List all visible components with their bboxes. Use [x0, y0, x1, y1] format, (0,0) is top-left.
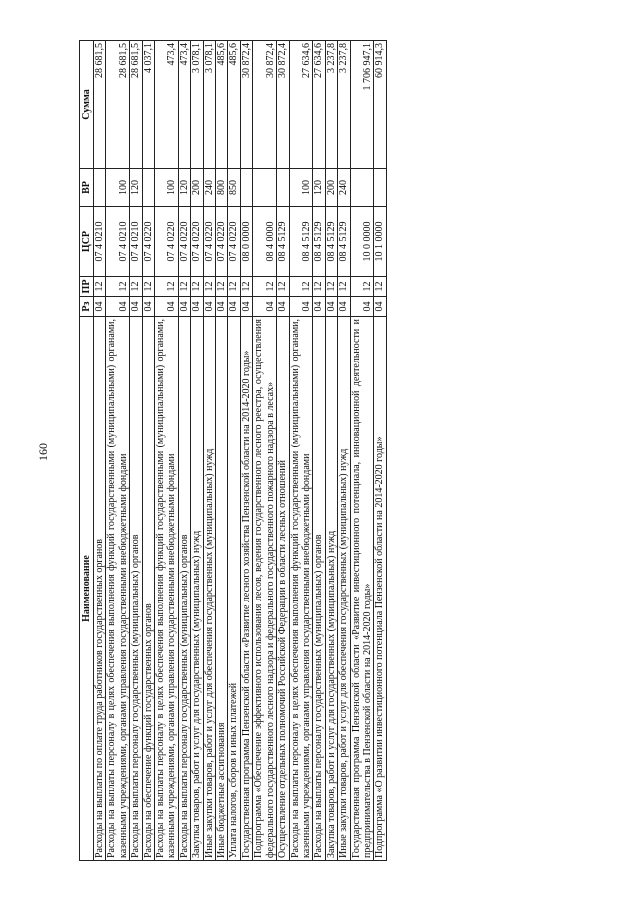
cell-vr: 800 — [216, 169, 228, 207]
cell-rz: 04 — [106, 297, 130, 317]
header-csr: ЦСР — [80, 207, 94, 277]
cell-sum: 30 872,4 — [240, 41, 252, 169]
cell-name: Иные закупки товаров, работ и услуг для обеспечения государственных (муниципальных) нужд — [338, 317, 350, 861]
cell-pr: 12 — [106, 277, 130, 297]
cell-pr: 12 — [277, 277, 289, 297]
table-row — [228, 41, 240, 861]
cell-rz: 04 — [374, 297, 386, 317]
cell-pr: 12 — [155, 277, 179, 297]
cell-name: Закупка товаров, работ и услуг для государственных (муниципальных) нужд — [191, 317, 203, 861]
cell-rz: 04 — [216, 297, 228, 317]
cell-vr — [142, 169, 154, 207]
cell-pr: 12 — [374, 277, 386, 297]
cell-sum: 28 681,5 — [94, 41, 106, 169]
cell-sum: 3 078,1 — [191, 41, 203, 169]
cell-name: Иные закупки товаров, работ и услуг для обеспечения государственных (муниципальных) нужд — [203, 317, 215, 861]
cell-vr — [277, 169, 289, 207]
cell-rz: 04 — [313, 297, 325, 317]
cell-name: Расходы на выплаты персоналу в целях обеспечения выполнения функций государственными (муниципальными) органами, казенными учреждениями, органами управления государственными внебюджетными фондами — [106, 317, 130, 861]
cell-csr: 07 4 0220 — [178, 207, 190, 277]
cell-csr: 08 4 0000 — [253, 207, 277, 277]
cell-sum: 4 037,1 — [142, 41, 154, 169]
header-pr: ПР — [80, 277, 94, 297]
table-row — [178, 41, 190, 861]
cell-name: Расходы на обеспечение функций государственных органов — [142, 317, 154, 861]
table-row — [350, 41, 374, 861]
cell-name: Иные бюджетные ассигнования — [216, 317, 228, 861]
cell-csr: 08 4 5129 — [313, 207, 325, 277]
cell-name: Расходы на выплаты по оплате труда работников государственных органов — [94, 317, 106, 861]
cell-csr: 07 4 0210 — [130, 207, 142, 277]
cell-pr: 12 — [178, 277, 190, 297]
cell-vr: 120 — [313, 169, 325, 207]
budget-table-container — [79, 41, 567, 861]
cell-name: Государственная программа Пензенской области «Развитие лесного хозяйства Пензенской области на 2014-2020 годы» — [240, 317, 252, 861]
table-row — [130, 41, 142, 861]
cell-csr: 08 4 5129 — [289, 207, 313, 277]
table-row — [240, 41, 252, 861]
cell-pr: 12 — [240, 277, 252, 297]
cell-sum: 473,4 — [155, 41, 179, 169]
cell-csr: 10 1 0000 — [374, 207, 386, 277]
table-row — [289, 41, 313, 861]
table-row — [142, 41, 154, 861]
table-header-row — [80, 41, 94, 861]
table-row — [106, 41, 130, 861]
cell-csr: 07 4 0220 — [203, 207, 215, 277]
cell-sum: 60 914,3 — [374, 41, 386, 169]
cell-pr: 12 — [203, 277, 215, 297]
cell-vr — [94, 169, 106, 207]
table-row — [94, 41, 106, 861]
header-vr: ВР — [80, 169, 94, 207]
cell-name: Уплата налогов, сборов и иных платежей — [228, 317, 240, 861]
table-row — [325, 41, 337, 861]
budget-table — [79, 40, 387, 861]
cell-pr: 12 — [94, 277, 106, 297]
header-sum: Сумма — [80, 41, 94, 169]
cell-vr: 120 — [130, 169, 142, 207]
cell-sum: 485,6 — [216, 41, 228, 169]
cell-rz: 04 — [350, 297, 374, 317]
table-row — [191, 41, 203, 861]
cell-rz: 04 — [142, 297, 154, 317]
cell-vr: 240 — [203, 169, 215, 207]
cell-vr: 100 — [106, 169, 130, 207]
cell-sum: 30 872,4 — [277, 41, 289, 169]
cell-sum: 3 237,8 — [325, 41, 337, 169]
cell-pr: 12 — [228, 277, 240, 297]
cell-vr: 120 — [178, 169, 190, 207]
cell-pr: 12 — [313, 277, 325, 297]
cell-csr: 08 4 5129 — [277, 207, 289, 277]
cell-sum: 27 634,6 — [289, 41, 313, 169]
cell-csr: 08 4 5129 — [325, 207, 337, 277]
cell-pr: 12 — [350, 277, 374, 297]
cell-vr: 850 — [228, 169, 240, 207]
cell-pr: 12 — [253, 277, 277, 297]
cell-sum: 28 681,5 — [130, 41, 142, 169]
cell-sum: 3 078,1 — [203, 41, 215, 169]
cell-name: Расходы на выплаты персоналу государственных (муниципальных) органов — [313, 317, 325, 861]
header-rz: Рз — [80, 297, 94, 317]
cell-rz: 04 — [203, 297, 215, 317]
table-row — [313, 41, 325, 861]
cell-rz: 04 — [325, 297, 337, 317]
cell-rz: 04 — [228, 297, 240, 317]
cell-vr: 240 — [338, 169, 350, 207]
cell-vr — [253, 169, 277, 207]
cell-vr: 100 — [155, 169, 179, 207]
cell-rz: 04 — [277, 297, 289, 317]
table-row — [277, 41, 289, 861]
cell-name: Расходы на выплаты персоналу в целях обеспечения выполнения функций государственными (муниципальными) органами, казенными учреждениями, органами управления государственными внебюджетными фондами — [289, 317, 313, 861]
cell-pr: 12 — [142, 277, 154, 297]
cell-rz: 04 — [240, 297, 252, 317]
cell-vr: 200 — [325, 169, 337, 207]
table-row — [216, 41, 228, 861]
cell-vr: 100 — [289, 169, 313, 207]
cell-pr: 12 — [216, 277, 228, 297]
cell-vr — [240, 169, 252, 207]
cell-name: Подпрограмма «О развитии инвестиционного потенциала Пензенской области на 2014-2020 годы» — [374, 317, 386, 861]
table-row — [338, 41, 350, 861]
cell-name: Расходы на выплаты персоналу в целях обеспечения выполнения функций государственными (муниципальными) органами, казенными учреждениями, органами управления государственными внебюджетными фондами — [155, 317, 179, 861]
cell-csr: 07 4 0220 — [191, 207, 203, 277]
cell-rz: 04 — [253, 297, 277, 317]
table-row — [253, 41, 277, 861]
table-row — [374, 41, 386, 861]
cell-pr: 12 — [289, 277, 313, 297]
cell-name: Осуществление отдельных полномочий Российской Федерации в области лесных отношений — [277, 317, 289, 861]
cell-vr — [350, 169, 374, 207]
cell-rz: 04 — [155, 297, 179, 317]
cell-name: Государственная программа Пензенской области «Развитие инвестиционного потенциала, инновационной деятельности и предпринимательства в Пензенской области на 2014-2020 годы» — [350, 317, 374, 861]
table-body — [94, 41, 387, 861]
cell-csr: 07 4 0220 — [155, 207, 179, 277]
cell-rz: 04 — [338, 297, 350, 317]
cell-csr: 07 4 0220 — [142, 207, 154, 277]
cell-pr: 12 — [191, 277, 203, 297]
cell-csr: 08 0 0000 — [240, 207, 252, 277]
cell-csr: 07 4 0210 — [94, 207, 106, 277]
cell-sum: 28 681,5 — [106, 41, 130, 169]
cell-pr: 12 — [130, 277, 142, 297]
header-name: Наименование — [80, 317, 94, 861]
cell-rz: 04 — [289, 297, 313, 317]
cell-csr: 07 4 0220 — [228, 207, 240, 277]
table-row — [203, 41, 215, 861]
page-number: 160 — [36, 443, 50, 461]
cell-sum: 27 634,6 — [313, 41, 325, 169]
cell-name: Закупка товаров, работ и услуг для государственных (муниципальных) нужд — [325, 317, 337, 861]
cell-rz: 04 — [191, 297, 203, 317]
table-row — [155, 41, 179, 861]
cell-sum: 473,4 — [178, 41, 190, 169]
cell-vr — [374, 169, 386, 207]
cell-rz: 04 — [94, 297, 106, 317]
cell-sum: 1 706 947,1 — [350, 41, 374, 169]
cell-pr: 12 — [325, 277, 337, 297]
cell-rz: 04 — [178, 297, 190, 317]
cell-csr: 07 4 0220 — [216, 207, 228, 277]
cell-sum: 485,6 — [228, 41, 240, 169]
cell-sum: 3 237,8 — [338, 41, 350, 169]
cell-csr: 08 4 5129 — [338, 207, 350, 277]
cell-csr: 10 0 0000 — [350, 207, 374, 277]
cell-csr: 07 4 0210 — [106, 207, 130, 277]
cell-pr: 12 — [338, 277, 350, 297]
cell-vr: 200 — [191, 169, 203, 207]
cell-name: Подпрограмма «Обеспечение эффективного использования лесов, ведения государственного лесного реестра, осуществления федерального государственного лесного надзора и федерального государственного пожарного надзора в лесах» — [253, 317, 277, 861]
cell-rz: 04 — [130, 297, 142, 317]
cell-sum: 30 872,4 — [253, 41, 277, 169]
cell-name: Расходы на выплаты персоналу государственных (муниципальных) органов — [178, 317, 190, 861]
cell-name: Расходы на выплаты персоналу государственных (муниципальных) органов — [130, 317, 142, 861]
